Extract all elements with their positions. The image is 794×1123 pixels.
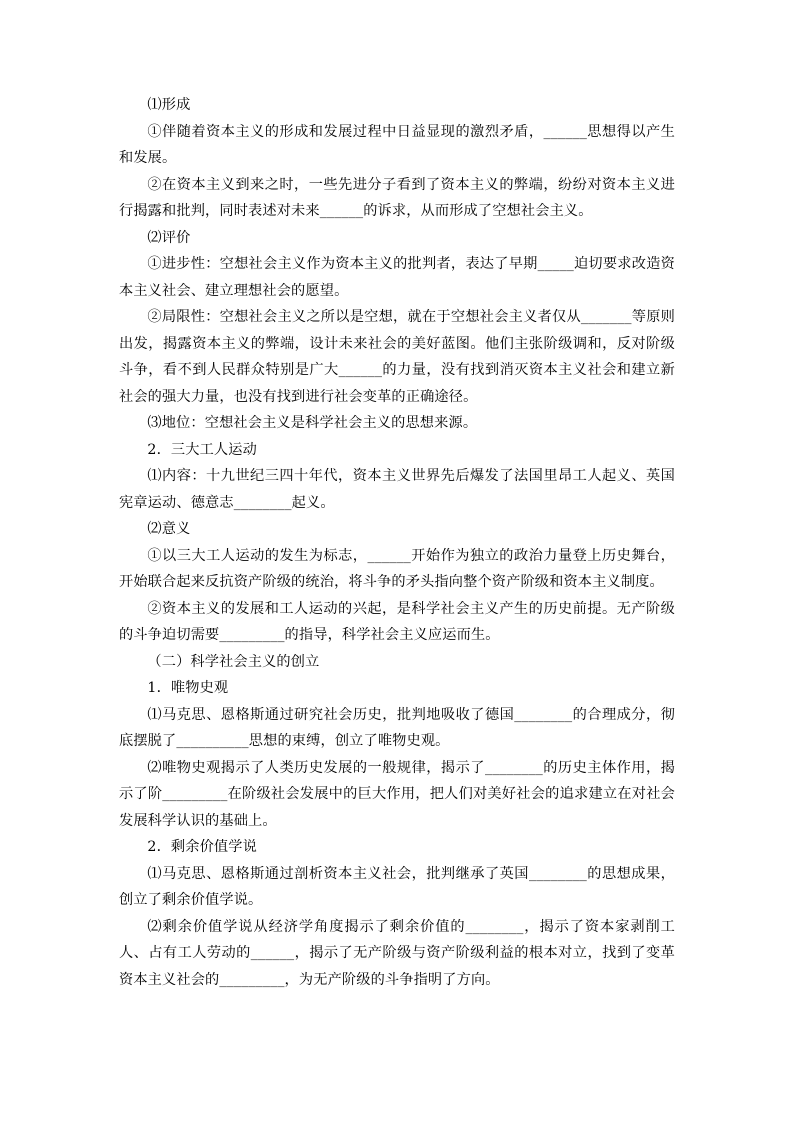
paragraph-significance-2: ②资本主义的发展和工人运动的兴起，是科学社会主义产生的历史前提。无产阶级的斗争迫切需要_________的指导，科学社会主义应运而生。 xyxy=(119,600,675,643)
heading-surplus-value: 2．剩余价值学说 xyxy=(147,839,257,855)
heading-historical-materialism: 1．唯物史观 xyxy=(147,680,229,696)
paragraph-limitation: ②局限性：空想社会主义之所以是空想，就在于空想社会主义者仅从_______等原则出发，揭露资本主义的弊端，设计未来社会的美好蓝图。他们主张阶级调和，反对阶级斗争，看不到人民群众特别是广大______的力量，没有找到消灭资本主义社会和建立新社会的强大力量，也没有找到进行社会变革的正确途径。 xyxy=(119,309,675,405)
paragraph-significance-1: ①以三大工人运动的发生为标志，______开始作为独立的政治力量登上历史舞台，开始联合起来反抗资产阶级的统治，将斗争的矛头指向整个资产阶级和资本主义制度。 xyxy=(119,547,675,590)
heading-three-workers-movements: 2．三大工人运动 xyxy=(147,441,257,458)
paragraph-surplus-value-1: ⑴马克思、恩格斯通过剖析资本主义社会，批判继承了英国________的思想成果，创立了剩余价值学说。 xyxy=(119,865,675,908)
heading-significance: ⑵意义 xyxy=(147,521,191,537)
paragraph-content: ⑴内容：十九世纪三四十年代，资本主义世界先后爆发了法国里昂工人起义、英国宪章运动、德意志________起义。 xyxy=(119,468,675,511)
paragraph-formation-1: ①伴随着资本主义的形成和发展过程中日益显现的激烈矛盾，______思想得以产生和发展。 xyxy=(119,123,675,166)
paragraph-historical-materialism-1: ⑴马克思、恩格斯通过研究社会历史，批判地吸收了德国________的合理成分，彻底摆脱了__________思想的束缚，创立了唯物史观。 xyxy=(119,706,675,749)
paragraph-surplus-value-2: ⑵剩余价值学说从经济学角度揭示了剩余价值的________，揭示了资本家剥削工人、占有工人劳动的______，揭示了无产阶级与资产阶级利益的根本对立，找到了变革资本主义社会的_________，为无产阶级的斗争指明了方向。 xyxy=(119,918,675,988)
section-heading-creation: （二）科学社会主义的创立 xyxy=(147,653,320,670)
paragraph-status: ⑶地位：空想社会主义是科学社会主义的思想来源。 xyxy=(147,415,478,431)
paragraph-formation-2: ②在资本主义到来之时，一些先进分子看到了资本主义的弊端，纷纷对资本主义进行揭露和批判，同时表述对未来______的诉求，从而形成了空想社会主义。 xyxy=(119,176,675,219)
paragraph-historical-materialism-2: ⑵唯物史观揭示了人类历史发展的一般规律，揭示了________的历史主体作用，揭示了阶_________在阶级社会发展中的巨大作用，把人们对美好社会的追求建立在对社会发展科学认识的基础上。 xyxy=(119,759,675,829)
heading-evaluation: ⑵评价 xyxy=(147,229,191,246)
document-page xyxy=(119,92,675,993)
heading-formation: ⑴形成 xyxy=(147,97,191,113)
paragraph-progressiveness: ①进步性：空想社会主义作为资本主义的批判者，表达了早期_____迫切要求改造资本主义社会、建立理想社会的愿望。 xyxy=(119,256,675,299)
